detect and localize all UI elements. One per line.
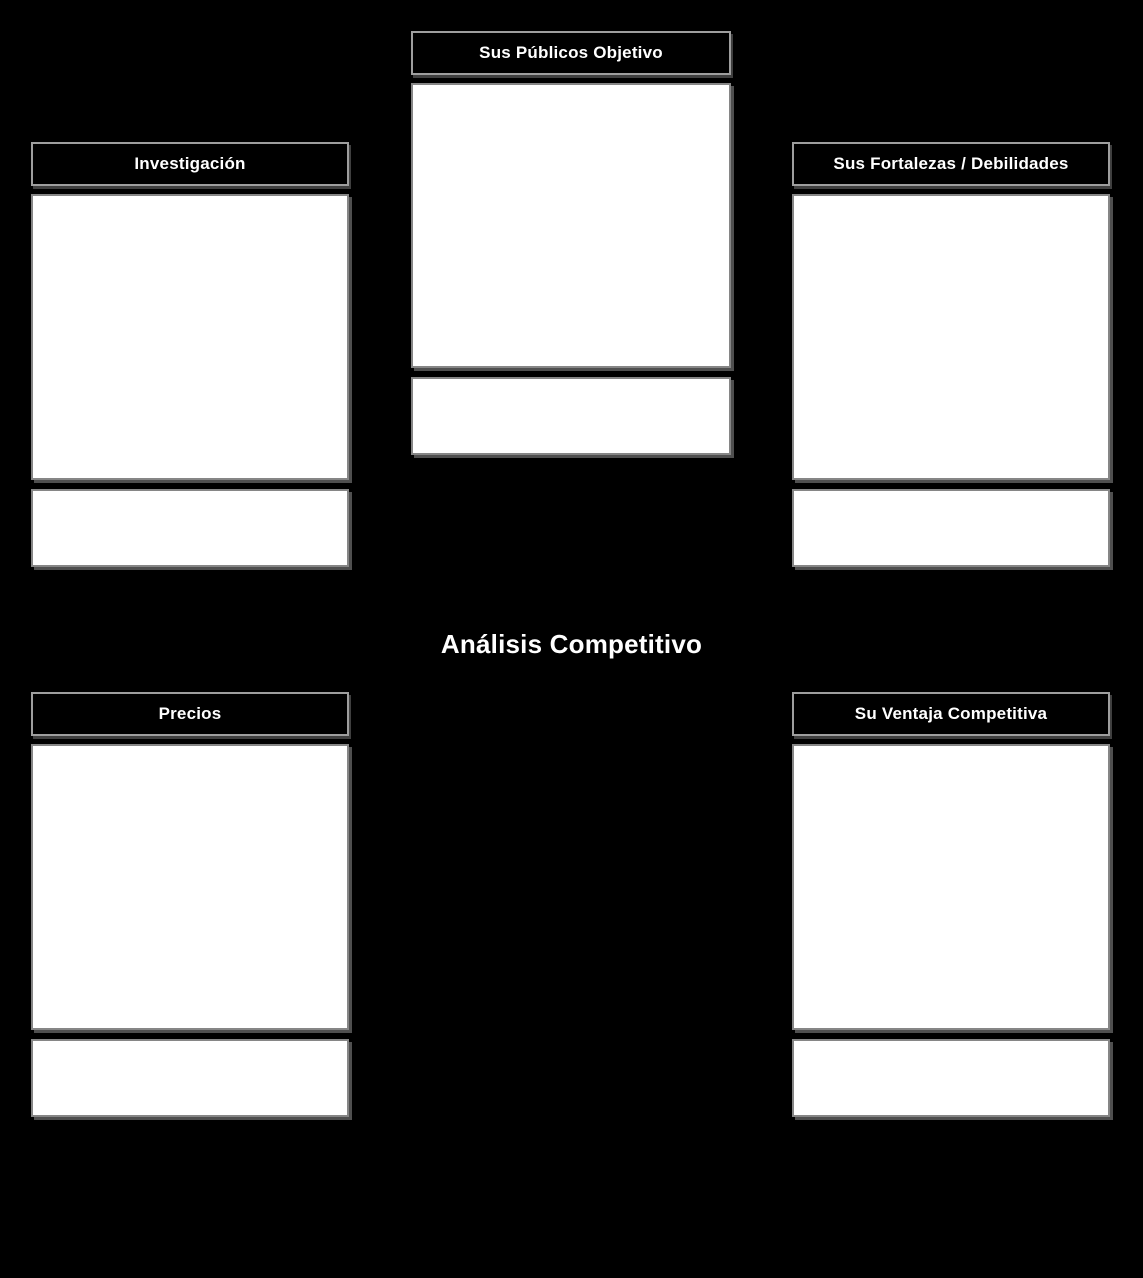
panel-sus-publicos-objetivo-content-cell: [411, 83, 731, 368]
panel-investigacion-note-cell: [31, 489, 349, 567]
panel-sus-publicos-objetivo: [411, 31, 731, 455]
panel-fortalezas-debilidades-content-cell: [792, 194, 1110, 480]
panel-ventaja-competitiva-note-cell: [792, 1039, 1110, 1117]
panel-ventaja-competitiva-content-cell: [792, 744, 1110, 1030]
panel-sus-publicos-objetivo-note-cell: [411, 377, 731, 455]
panel-sus-publicos-objetivo-header: [411, 31, 731, 75]
panel-investigacion-header: [31, 142, 349, 186]
panel-fortalezas-debilidades-title: Sus Fortalezas / Debilidades: [833, 154, 1069, 173]
panel-sus-publicos-objetivo-title: Sus Públicos Objetivo: [479, 43, 663, 62]
panel-precios-header: [31, 692, 349, 736]
panel-ventaja-competitiva-header: [792, 692, 1110, 736]
panel-fortalezas-debilidades-header: [792, 142, 1110, 186]
panel-precios-title: Precios: [158, 704, 222, 723]
panel-fortalezas-debilidades: [792, 142, 1110, 567]
panel-fortalezas-debilidades-note-cell: [792, 489, 1110, 567]
panel-ventaja-competitiva: [792, 692, 1110, 1117]
panel-ventaja-competitiva-title: Su Ventaja Competitiva: [854, 704, 1048, 723]
panel-investigacion-content-cell: [31, 194, 349, 480]
panel-investigacion: [31, 142, 349, 567]
panel-precios-note-cell: [31, 1039, 349, 1117]
panel-precios-content-cell: [31, 744, 349, 1030]
panel-investigacion-title: Investigación: [134, 154, 246, 173]
page-title: Análisis Competitivo: [440, 629, 703, 660]
panel-precios: [31, 692, 349, 1117]
